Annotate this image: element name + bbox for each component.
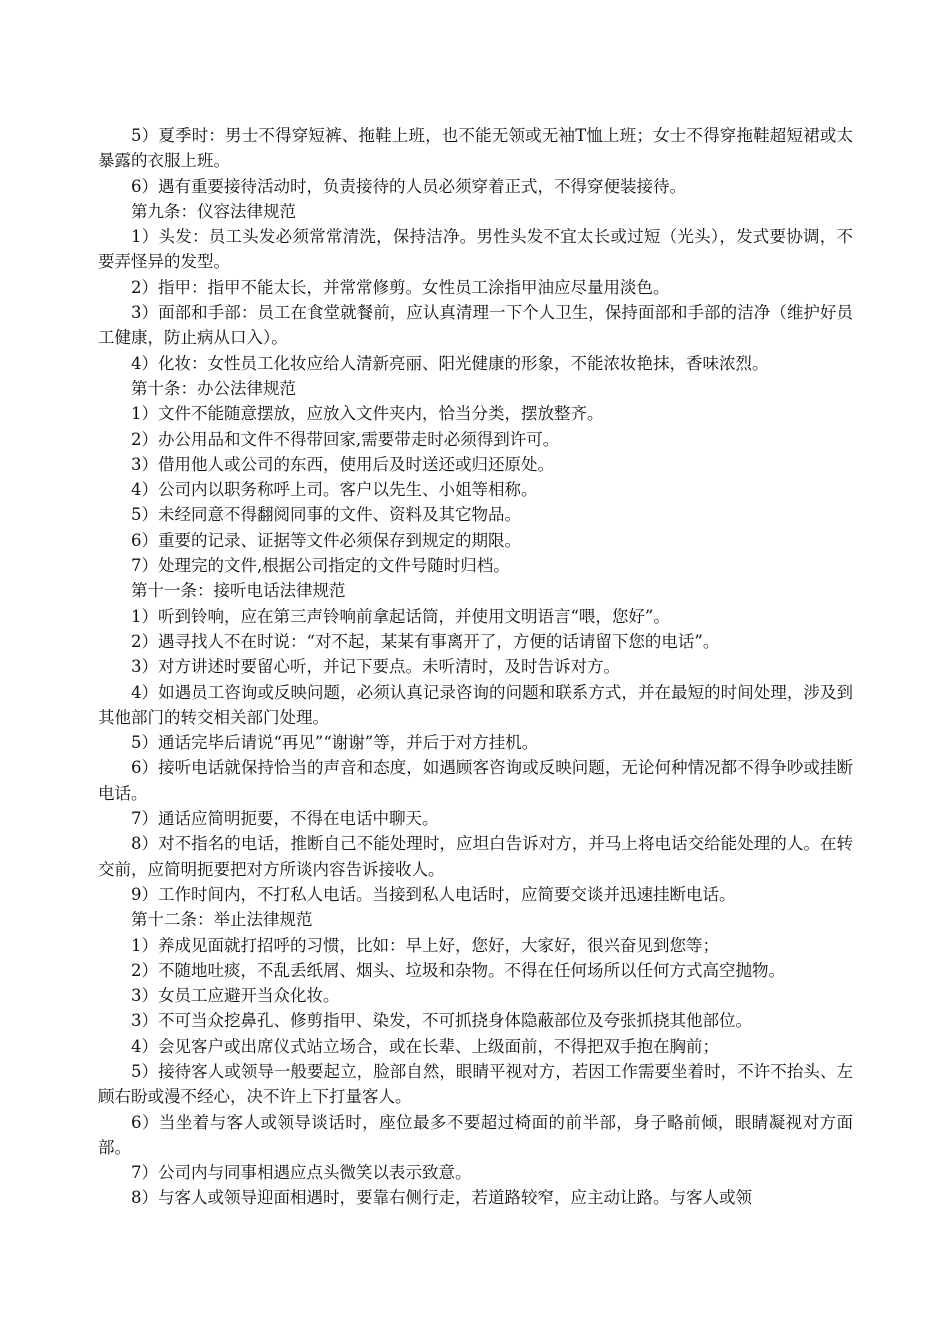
paragraph-office-7: 7）处理完的文件,根据公司指定的文件号随时归档。 xyxy=(131,556,510,576)
document-body xyxy=(98,123,853,1211)
paragraph-phone-3: 3）对方讲述时要留心听，并记下要点。未听清时，及时告诉对方。 xyxy=(131,657,620,677)
paragraph-conduct-3a: 3）女员工应避开当众化妆。 xyxy=(131,986,340,1006)
section-heading-11: 第十一条：接听电话法律规范 xyxy=(131,581,346,601)
paragraph-phone-5: 5）通话完毕后请说“再见”“谢谢”等，并后于对方挂机。 xyxy=(131,733,539,753)
paragraph-conduct-7: 7）公司内与同事相遇应点头微笑以表示致意。 xyxy=(131,1163,472,1183)
paragraph-conduct-8: 8）与客人或领导迎面相遇时，要靠右侧行走，若道路较窄，应主动让路。与客人或领 xyxy=(131,1188,752,1208)
paragraph-hair: 1）头发：员工头发必须常常清洗，保持洁净。男性头发不宜太长或过短（光头），发式要协调，不要弄怪异的发型。 xyxy=(98,227,853,272)
paragraph-nails: 2）指甲：指甲不能太长，并常常修剪。女性员工涂指甲油应尽量用淡色。 xyxy=(131,277,670,297)
paragraph-office-6: 6）重要的记录、证据等文件必须保存到规定的期限。 xyxy=(131,530,521,550)
paragraph-office-2: 2）办公用品和文件不得带回家,需要带走时必须得到许可。 xyxy=(131,429,560,449)
paragraph-summer-dress: 5）夏季时：男士不得穿短裤、拖鞋上班，也不能无领或无袖T恤上班；女士不得穿拖鞋超短裙或太暴露的衣服上班。 xyxy=(98,126,853,171)
paragraph-makeup: 4）化妆：女性员工化妆应给人清新亮丽、阳光健康的形象，不能浓妆艳抹，香味浓烈。 xyxy=(131,353,769,373)
section-heading-9: 第九条：仪容法律规范 xyxy=(131,201,296,221)
paragraph-office-1: 1）文件不能随意摆放，应放入文件夹内，恰当分类，摆放整齐。 xyxy=(131,404,604,424)
paragraph-phone-2: 2）遇寻找人不在时说：“对不起，某某有事离开了，方便的话请留下您的电话”。 xyxy=(131,631,720,651)
paragraph-formal-reception: 6）遇有重要接待活动时，负责接待的人员必须穿着正式，不得穿便装接待。 xyxy=(131,176,686,196)
paragraph-office-4: 4）公司内以职务称呼上司。客户以先生、小姐等相称。 xyxy=(131,480,538,500)
paragraph-conduct-2: 2）不随地吐痰，不乱丢纸屑、烟头、垃圾和杂物。不得在任何场所以任何方式高空抛物。 xyxy=(131,960,785,980)
paragraph-conduct-3b: 3）不可当众挖鼻孔、修剪指甲、染发，不可抓挠身体隐蔽部位及夸张抓挠其他部位。 xyxy=(131,1011,752,1031)
section-heading-12: 第十二条：举止法律规范 xyxy=(131,910,313,930)
paragraph-office-3: 3）借用他人或公司的东西，使用后及时送还或归还原处。 xyxy=(131,454,554,474)
paragraph-phone-4: 4）如遇员工咨询或反映问题，必须认真记录咨询的问题和联系方式，并在最短的时间处理，涉及到其他部门的转交相关部门处理。 xyxy=(98,682,853,727)
paragraph-phone-9: 9）工作时间内，不打私人电话。当接到私人电话时，应简要交谈并迅速挂断电话。 xyxy=(131,884,736,904)
paragraph-phone-8: 8）对不指名的电话，推断自己不能处理时，应坦白告诉对方，并马上将电话交给能处理的人。在转交前，应简明扼要把对方所谈内容告诉接收人。 xyxy=(98,834,853,879)
section-heading-10: 第十条：办公法律规范 xyxy=(131,378,296,398)
paragraph-phone-6: 6）接听电话就保持恰当的声音和态度，如遇顾客咨询或反映问题，无论何种情况都不得争吵或挂断电话。 xyxy=(98,758,853,803)
paragraph-office-5: 5）未经同意不得翻阅同事的文件、资料及其它物品。 xyxy=(131,505,521,525)
paragraph-phone-1: 1）听到铃响，应在第三声铃响前拿起话筒，并使用文明语言“喂，您好”。 xyxy=(131,606,670,626)
paragraph-face-hands: 3）面部和手部：员工在食堂就餐前，应认真清理一下个人卫生，保持面部和手部的洁净（维护好员工健康，防止病从口入）。 xyxy=(98,303,853,348)
paragraph-conduct-5: 5）接待客人或领导一般要起立，脸部自然，眼睛平视对方，若因工作需要坐着时，不许不抬头、左顾右盼或漫不经心，决不许上下打量客人。 xyxy=(98,1061,853,1107)
paragraph-phone-7: 7）通话应简明扼要，不得在电话中聊天。 xyxy=(131,809,439,829)
paragraph-conduct-4: 4）会见客户或出席仪式站立场合，或在长辈、上级面前，不得把双手抱在胸前； xyxy=(131,1036,719,1056)
paragraph-conduct-6: 6）当坐着与客人或领导谈话时，座位最多不要超过椅面的前半部，身子略前倾，眼睛凝视对方面部。 xyxy=(98,1112,853,1157)
paragraph-conduct-1: 1）养成见面就打招呼的习惯，比如：早上好，您好，大家好，很兴奋见到您等； xyxy=(131,935,719,955)
